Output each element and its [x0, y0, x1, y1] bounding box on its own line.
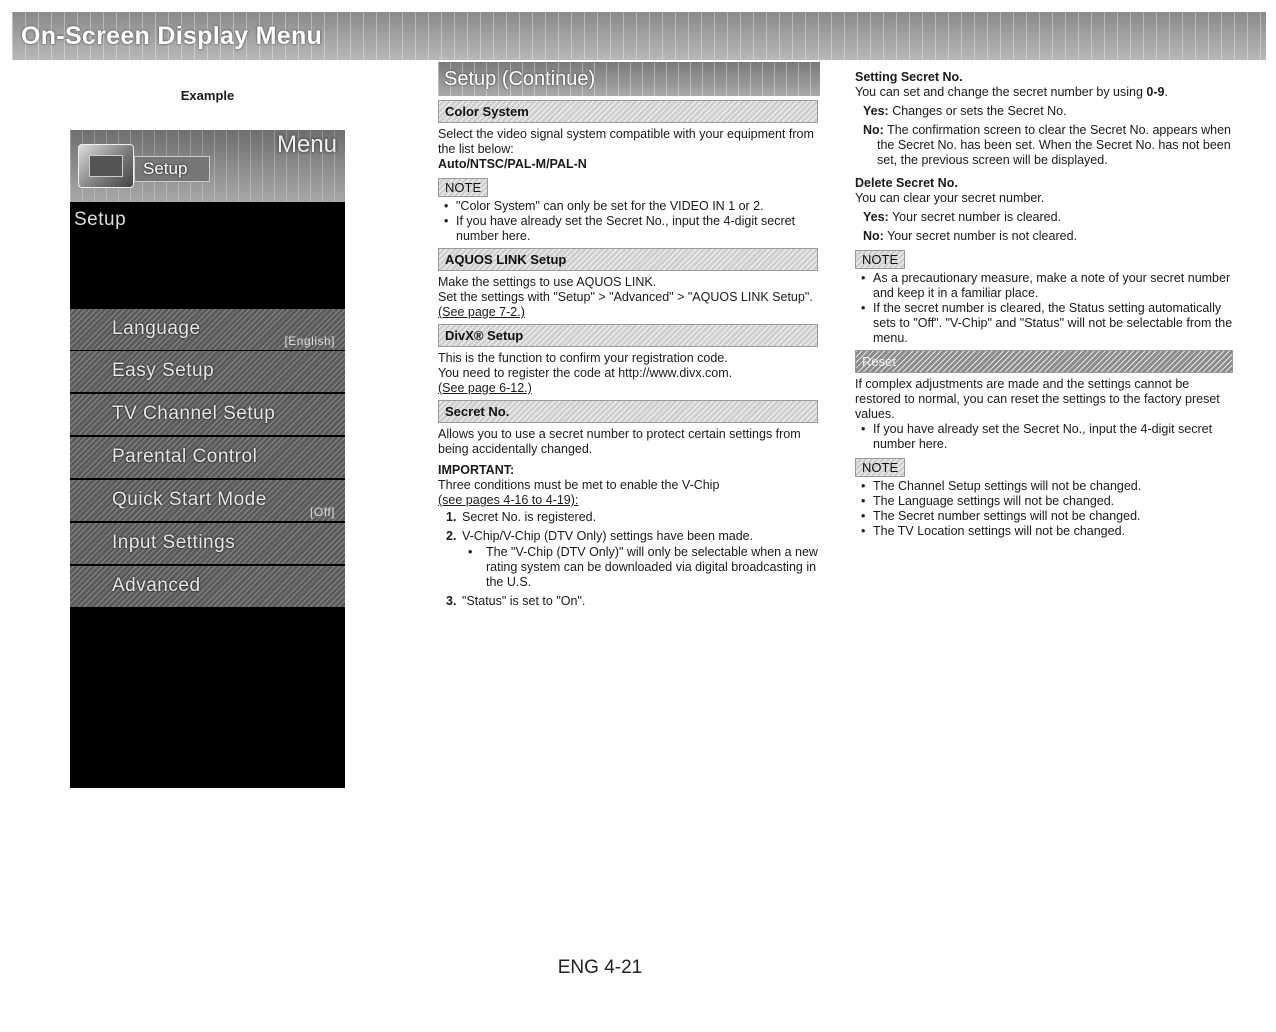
tv-menu-item-label: Quick Start Mode	[112, 489, 267, 510]
note-item: • The Language settings will not be changed.	[855, 494, 1233, 509]
tv-menu-item-label: Easy Setup	[112, 360, 215, 381]
tv-menu-item-advanced[interactable]	[70, 566, 345, 608]
note-item: • If you have already set the Secret No., input the 4-digit secret number here.	[438, 214, 818, 244]
middle-column	[438, 62, 818, 613]
important-label: IMPORTANT:	[438, 463, 515, 477]
delete-yes: Yes: Your secret number is cleared.	[863, 210, 1062, 224]
tv-section-title: Setup	[74, 209, 127, 230]
example-label: Example	[180, 88, 235, 103]
tv-menu-item-label: Input Settings	[112, 532, 236, 553]
setting-secret-body: You can set and change the secret number by using 0-9.	[855, 85, 1168, 99]
note-label: NOTE	[438, 178, 488, 197]
note-item: • The TV Location settings will not be changed.	[855, 524, 1233, 539]
page-title: On-Screen Display Menu	[21, 22, 323, 50]
setting-no: No: The confirmation screen to clear the Secret No. appears when the Secret No. has been set. When the Secret No. has not been set, the previous screen will be displayed.	[863, 123, 1232, 167]
delete-secret-heading: Delete Secret No.	[855, 176, 958, 190]
color-system-notes	[438, 199, 818, 244]
delete-no: No: Your secret number is not cleared.	[863, 229, 1077, 243]
reset-bullet: • If you have already set the Secret No., input the 4-digit secret number here.	[855, 422, 1233, 452]
divx-line-1: This is the function to confirm your registration code.	[438, 351, 728, 365]
tv-menu-item-easy-setup[interactable]	[70, 351, 345, 393]
tv-menu-title: Menu	[276, 131, 337, 158]
tv-menu-item-label: Parental Control	[112, 446, 258, 467]
aquos-line-1: Make the settings to use AQUOS LINK.	[438, 275, 657, 289]
vchip-conditions	[438, 510, 818, 609]
tv-menu-item-quick-start-mode[interactable]	[70, 480, 345, 522]
setting-secret-heading: Setting Secret No.	[855, 70, 963, 84]
tv-menu-item-value: [English]	[284, 334, 335, 348]
tv-menu-item-label: Advanced	[112, 575, 201, 596]
aquos-page-link[interactable]: (See page 7-2.)	[438, 305, 525, 319]
reset-heading: Reset	[855, 350, 1233, 373]
aquos-line-2: Set the settings with "Setup" > "Advanced" > "AQUOS LINK Setup".	[438, 290, 813, 304]
color-system-options: Auto/NTSC/PAL-M/PAL-N	[438, 157, 587, 171]
page-number: ENG 4-21	[557, 957, 643, 978]
reset-body: If complex adjustments are made and the settings cannot be restored to normal, you can reset the settings to the factory preset values.	[855, 377, 1220, 421]
tv-menu-screenshot	[70, 130, 345, 788]
note-item: • If the secret number is cleared, the Status setting automatically sets to "Off". "V-Chip" and "Status" will not be selectable from the menu.	[855, 301, 1233, 346]
vchip-page-link[interactable]: (see pages 4-16 to 4-19):	[438, 493, 579, 507]
tv-menu-item-label: Language	[112, 318, 201, 339]
setup-icon	[78, 144, 134, 188]
note-item: • As a precautionary measure, make a note of your secret number and keep it in a familiar place.	[855, 271, 1233, 301]
page-header-banner	[12, 12, 1266, 60]
important-body: Three conditions must be met to enable the V-Chip	[438, 478, 720, 492]
condition-sub-note: • The "V-Chip (DTV Only)" will only be selectable when a new rating system can be downloaded via digital broadcasting in the U.S.	[462, 545, 818, 590]
note-label: NOTE	[855, 458, 905, 477]
delete-secret-body: You can clear your secret number.	[855, 191, 1045, 205]
note-label: NOTE	[855, 250, 905, 269]
right-column	[855, 70, 1233, 539]
note-item: • "Color System" can only be set for the VIDEO IN 1 or 2.	[438, 199, 818, 214]
tv-menu-item-value: [Off]	[310, 505, 335, 519]
tv-setup-tab: Setup	[134, 156, 210, 182]
tv-menu-item-tv-channel-setup[interactable]	[70, 394, 345, 436]
tv-menu-header	[70, 130, 345, 202]
note-item: • The Secret number settings will not be changed.	[855, 509, 1233, 524]
color-system-heading: Color System	[438, 100, 818, 123]
condition-item: 2. V-Chip/V-Chip (DTV Only) settings have been made. • The "V-Chip (DTV Only)" will only be selectable when a new rating system can be downloaded via digital broadcasting in the U.S.	[438, 529, 818, 590]
tv-menu-item-language[interactable]	[70, 309, 345, 351]
tv-menu-item-label: TV Channel Setup	[112, 403, 276, 424]
delete-notes	[855, 271, 1233, 346]
condition-item: 3. "Status" is set to "On".	[446, 594, 586, 608]
divx-heading: DivX® Setup	[438, 324, 818, 347]
tv-menu-item-parental-control[interactable]	[70, 437, 345, 479]
setting-yes: Yes: Changes or sets the Secret No.	[863, 104, 1067, 118]
note-item: • The Channel Setup settings will not be changed.	[855, 479, 1233, 494]
secret-no-heading: Secret No.	[438, 400, 818, 423]
color-system-body: Select the video signal system compatible with your equipment from the list below:	[438, 127, 814, 156]
divx-line-2: You need to register the code at http://www.divx.com.	[438, 366, 733, 380]
tv-menu-item-input-settings[interactable]	[70, 523, 345, 565]
divx-page-link[interactable]: (See page 6-12.)	[438, 381, 532, 395]
secret-no-body: Allows you to use a secret number to protect certain settings from being accidentally changed.	[438, 427, 801, 456]
setup-continue-banner: Setup (Continue)	[438, 62, 820, 96]
aquos-link-heading: AQUOS LINK Setup	[438, 248, 818, 271]
condition-item: 1. Secret No. is registered.	[446, 510, 597, 524]
reset-notes	[855, 479, 1233, 539]
reset-bullets	[855, 422, 1233, 452]
